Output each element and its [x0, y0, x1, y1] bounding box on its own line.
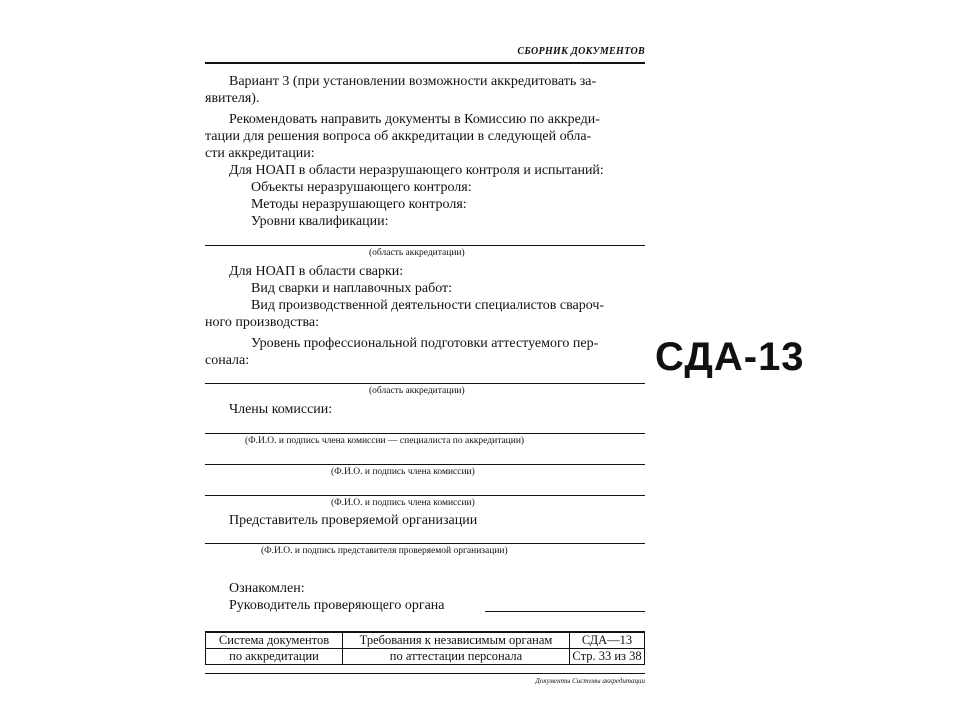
variant-line-2: явителя). [205, 91, 260, 106]
member-a-caption: (Ф.И.О. и подпись члена комиссии) [331, 467, 475, 477]
header-rule [205, 62, 645, 64]
bottom-rule [205, 673, 645, 674]
footer-table [205, 631, 645, 665]
acquainted-label: Ознакомлен: [229, 581, 305, 596]
member-b-line [205, 495, 645, 496]
org-representative-label: Представитель проверяемой организации [229, 513, 478, 528]
weld-heading: Для НОАП в области сварки: [229, 264, 404, 279]
member-specialist-caption: (Ф.И.О. и подпись члена комиссии — специалиста по аккредитации) [245, 436, 525, 446]
org-representative-line [205, 543, 645, 544]
accreditation-area-caption-1: (область аккредитации) [369, 248, 465, 258]
weld-level-line-1: Уровень профессиональной подготовки аттестуемого пер- [251, 336, 599, 351]
member-a-line [205, 464, 645, 465]
variant-line-1: Вариант 3 (при установлении возможности аккредитовать за- [229, 74, 597, 89]
inspecting-body-head-label: Руководитель проверяющего органа [229, 598, 445, 613]
commission-members-label: Члены комиссии: [229, 402, 333, 417]
footer-code-cell: СДА—13 [570, 632, 645, 649]
footer-system-cell-bottom: по аккредитации [206, 649, 343, 665]
accreditation-area-line-2 [205, 383, 645, 384]
ndt-methods: Методы неразрушающего контроля: [251, 197, 467, 212]
running-header: СБОРНИК ДОКУМЕНТОВ [517, 46, 645, 57]
weld-type: Вид сварки и наплавочных работ: [251, 281, 453, 296]
ndt-heading: Для НОАП в области неразрушающего контроля и испытаний: [229, 163, 604, 178]
member-specialist-line [205, 433, 645, 434]
ndt-objects: Объекты неразрушающего контроля: [251, 180, 472, 195]
footer-page-cell: Стр. 33 из 38 [570, 649, 645, 665]
member-b-caption: (Ф.И.О. и подпись члена комиссии) [331, 498, 475, 508]
ndt-levels: Уровни квалификации: [251, 214, 389, 229]
footer-requirements-cell-top: Требования к независимым органам [343, 632, 570, 649]
footer-requirements-cell-bottom: по аттестации персонала [343, 649, 570, 665]
recommend-line-3: сти аккредитации: [205, 146, 315, 161]
accreditation-area-caption-2: (область аккредитации) [369, 386, 465, 396]
recommend-line-2: тации для решения вопроса об аккредитации в следующей обла- [205, 129, 592, 144]
document-page [205, 40, 645, 690]
document-code-label: СДА-13 [655, 335, 805, 379]
weld-level-line-2: сонала: [205, 353, 250, 368]
weld-activity-line-2: ного производства: [205, 315, 319, 330]
accreditation-area-line-1 [205, 245, 645, 246]
document-system-caption: Документы Системы аккредитации [535, 677, 645, 685]
org-representative-caption: (Ф.И.О. и подпись представителя проверяемой организации) [261, 546, 508, 556]
head-signature-line [485, 611, 645, 612]
recommend-line-1: Рекомендовать направить документы в Комиссию по аккреди- [229, 112, 600, 127]
weld-activity-line-1: Вид производственной деятельности специалистов свароч- [251, 298, 605, 313]
footer-system-cell-top: Система документов [206, 632, 343, 649]
